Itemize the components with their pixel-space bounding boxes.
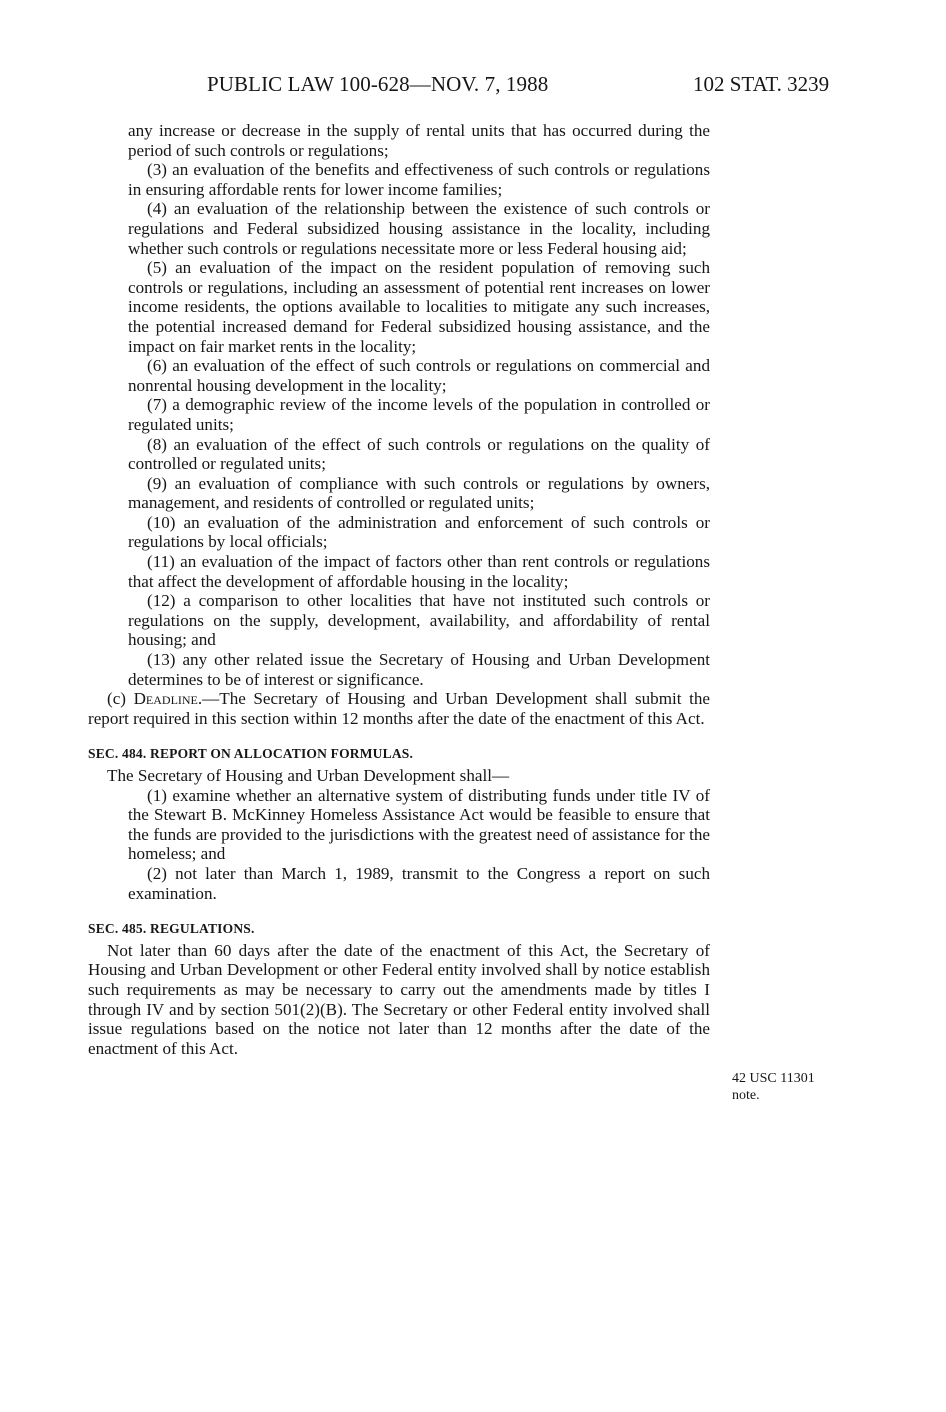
list-item-11: (11) an evaluation of the impact of factors other than rent controls or regulations that affect the development of affordable housing in the locality; <box>128 552 710 591</box>
list-item-9: (9) an evaluation of compliance with such controls or regulations by owners, management, and residents of controlled or regulated units; <box>128 473 710 513</box>
list-item-10: (10) an evaluation of the administration and enforcement of such controls or regulations by local officials; <box>128 512 710 552</box>
section-484-item-1: (1) examine whether an alternative system of distributing funds under title IV of the Stewart B. McKinney Homeless Assistance Act would be feasible to ensure that the funds are provided to the jurisdictions with the greatest need of assistance for the homeless; and <box>128 785 710 864</box>
list-item-6: (6) an evaluation of the effect of such controls or regulations on commercial and nonrental housing development in the locality; <box>128 356 710 395</box>
statute-body <box>88 121 710 1058</box>
continuation-text: any increase or decrease in the supply of rental units that has occurred during the period of such controls or regulations; <box>128 121 710 160</box>
deadline-prefix: (c) <box>107 689 134 709</box>
section-485-heading: SEC. 485. REGULATIONS. <box>88 921 255 937</box>
list-item-4: (4) an evaluation of the relationship between the existence of such controls or regulations and Federal subsidized housing assistance in the locality, including whether such controls or regulations necessitate more or less Federal housing aid; <box>128 199 710 258</box>
list-item-5: (5) an evaluation of the impact on the resident population of removing such controls or regulations, including an assessment of potential rent increases on lower income residents, the options available to localities to mitigate any such increases, the potential increased demand for Federal subsidized housing assistance, and the impact on fair market rents in the locality; <box>128 258 710 356</box>
deadline-label: Deadline. <box>133 689 203 709</box>
margin-citation-line2: note. <box>732 1088 760 1103</box>
list-item-12: (12) a comparison to other localities that have not instituted such controls or regulations on the supply, development, availability, and affordability of rental housing; and <box>128 591 710 650</box>
page-number: 102 STAT. 3239 <box>693 72 830 96</box>
deadline-paragraph <box>88 689 710 728</box>
margin-citation-note <box>732 1070 815 1104</box>
running-head-title: PUBLIC LAW 100-628—NOV. 7, 1988 <box>207 72 549 96</box>
margin-citation-line1: 42 USC 11301 <box>732 1071 815 1086</box>
list-item-3: (3) an evaluation of the benefits and effectiveness of such controls or regulations in ensuring affordable rents for lower income families; <box>128 160 710 199</box>
section-484-heading: SEC. 484. REPORT ON ALLOCATION FORMULAS. <box>88 746 414 762</box>
deadline-text: —The Secretary of Housing and Urban Development shall submit the report required in this section within 12 months after the date of the enactment of this Act. <box>88 689 710 728</box>
list-item-8: (8) an evaluation of the effect of such controls or regulations on the quality of controlled or regulated units; <box>128 434 710 474</box>
section-485-text: Not later than 60 days after the date of the enactment of this Act, the Secretary of Housing and Urban Development or other Federal entity involved shall by notice establish such requirements as may be necessary to carry out the amendments made by titles I through IV and by section 501(2)(B). The Secretary or other Federal entity involved shall issue regulations based on the notice not later than 12 months after the date of the enactment of this Act. <box>88 940 710 1058</box>
list-item-7: (7) a demographic review of the income levels of the population in controlled or regulated units; <box>128 395 710 434</box>
section-484-intro: The Secretary of Housing and Urban Development shall— <box>107 766 510 785</box>
list-item-13: (13) any other related issue the Secretary of Housing and Urban Development determines to be of interest or significance. <box>128 650 710 689</box>
section-484-item-2: (2) not later than March 1, 1989, transmit to the Congress a report on such examination. <box>128 863 710 903</box>
